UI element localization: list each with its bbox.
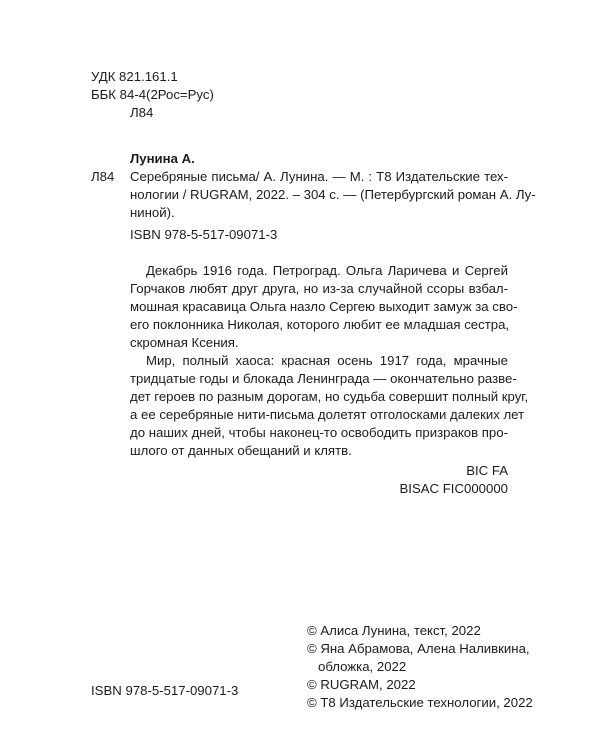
bisac-code: BISAC FIC000000 bbox=[399, 481, 508, 496]
record-isbn: ISBN 978-5-517-09071-3 bbox=[130, 227, 278, 242]
copyright-line: © Яна Абрамова, Алена Наливкина, bbox=[307, 641, 530, 656]
description-line: ниной). bbox=[130, 205, 175, 220]
bibliographic-description bbox=[130, 168, 536, 222]
description-line: Серебряные письма/ А. Лунина. — М. : Т8 Издательские тех- bbox=[130, 169, 508, 184]
author-mark: Л84 bbox=[130, 105, 154, 120]
copyright-line: © RUGRAM, 2022 bbox=[307, 677, 416, 692]
bic-code: BIC FA bbox=[466, 463, 508, 478]
record-mark: Л84 bbox=[91, 169, 115, 184]
annotation-line: его поклонника Николая, которого любит ее младшая сестра, bbox=[130, 317, 510, 332]
annotation-paragraph-1 bbox=[130, 262, 518, 352]
annotation-paragraph-2 bbox=[130, 352, 529, 460]
author-heading: Лунина А. bbox=[130, 151, 195, 166]
udc-code: УДК 821.161.1 bbox=[91, 69, 178, 84]
annotation-line: шлого от данных обещаний и клятв. bbox=[130, 443, 352, 458]
annotation-line: до наших дней, чтобы наконец-то освободить призраков про- bbox=[130, 425, 508, 440]
annotation-line: Горчаков любят друг друга, но из-за случайной ссоры взбал- bbox=[130, 281, 508, 296]
annotation-line: а ее серебряные нити-письма долетят отголосками далеких лет bbox=[130, 407, 525, 422]
annotation-line: Мир, полный хаоса: красная осень 1917 года, мрачные bbox=[146, 353, 508, 368]
copyright-line: © Алиса Лунина, текст, 2022 bbox=[307, 623, 481, 638]
bbk-code: ББК 84-4(2Рос=Рус) bbox=[91, 87, 214, 102]
description-line: нологии / RUGRAM, 2022. – 304 с. — (Петербургский роман А. Лу- bbox=[130, 187, 536, 202]
annotation-line: дет героев по разным дорогам, но судьба совершит полный круг, bbox=[130, 389, 529, 404]
annotation-line: мошная красавица Ольга назло Сергею выходит замуж за сво- bbox=[130, 299, 518, 314]
copyright-line: © Т8 Издательские технологии, 2022 bbox=[307, 695, 533, 710]
annotation-line: тридцатые годы и блокада Ленинграда — окончательно разве- bbox=[130, 371, 517, 386]
footer-isbn: ISBN 978-5-517-09071-3 bbox=[91, 683, 239, 698]
copyright-line: обложка, 2022 bbox=[318, 659, 407, 674]
annotation-line: скромная Ксения. bbox=[130, 335, 239, 350]
annotation-line: Декабрь 1916 года. Петроград. Ольга Ларичева и Сергей bbox=[146, 263, 508, 278]
